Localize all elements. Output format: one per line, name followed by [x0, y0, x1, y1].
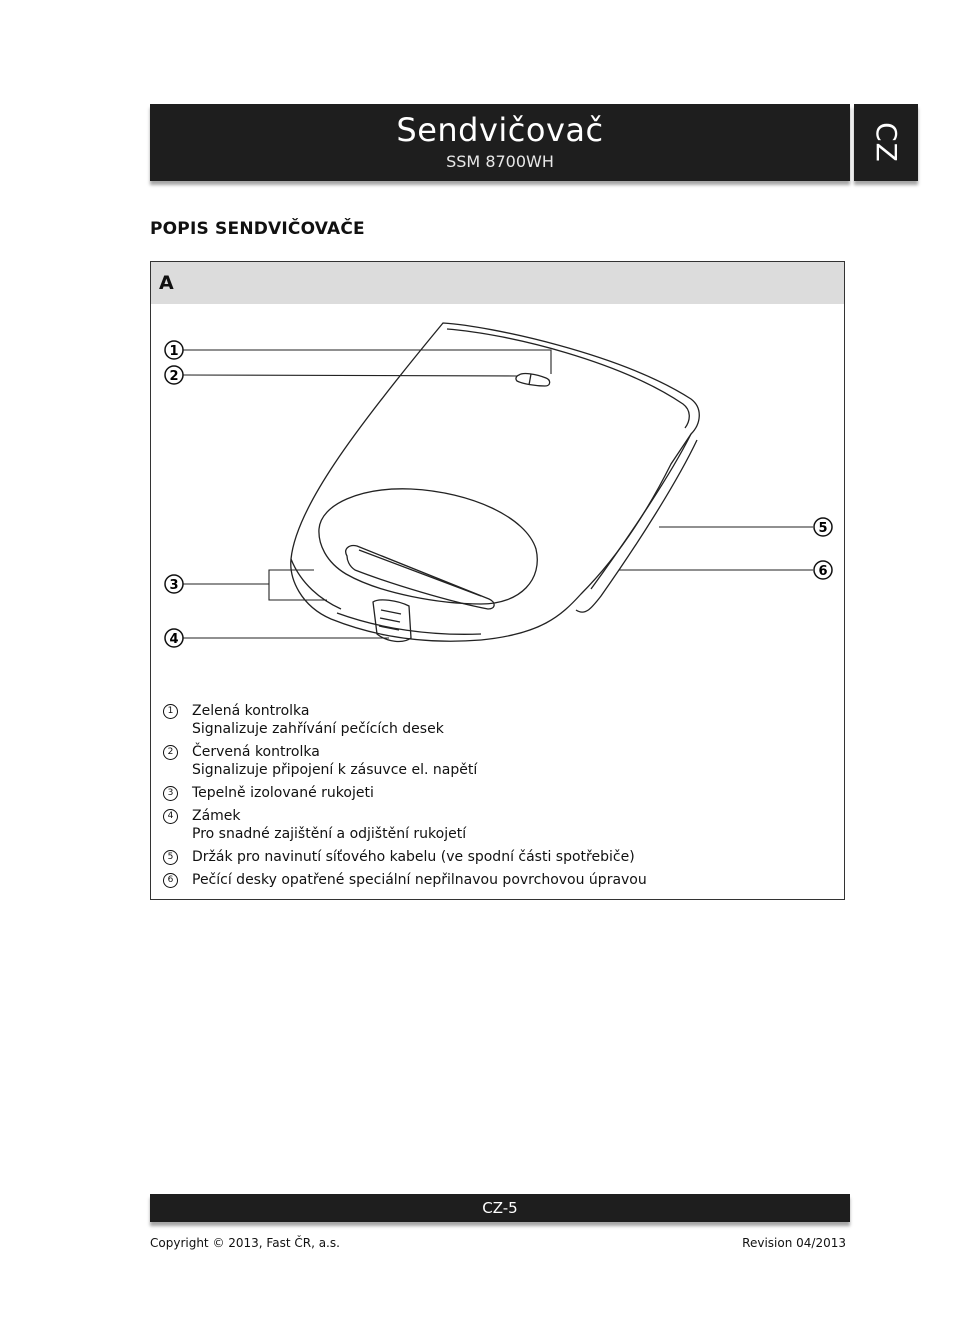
callout-markers — [165, 341, 832, 647]
figure-box — [150, 261, 845, 900]
revision-text: Revision 04/2013 — [742, 1236, 846, 1250]
copyright-text: Copyright © 2013, Fast ČR, a.s. — [150, 1236, 340, 1250]
callout-5-label: 5 — [818, 521, 828, 536]
legend-description: Signalizuje připojení k zásuvce el. napětí — [192, 762, 478, 778]
callout-4-label: 4 — [169, 632, 179, 647]
legend-list — [163, 702, 823, 894]
callout-1-label: 1 — [169, 344, 179, 359]
legend-label: Zelená kontrolka — [192, 703, 310, 719]
language-tab — [854, 104, 918, 181]
callout-1 — [165, 341, 183, 359]
legend-description: Pro snadné zajištění a odjištění rukojetí — [192, 826, 467, 842]
legend-item — [163, 743, 823, 779]
callout-3 — [165, 575, 183, 593]
legend-number: 3 — [163, 786, 178, 801]
callout-2-label: 2 — [169, 369, 179, 384]
callout-5 — [814, 518, 832, 536]
figure-label: A — [151, 262, 844, 304]
callout-4 — [165, 629, 183, 647]
legend-number: 6 — [163, 873, 178, 888]
footer-page-bar — [150, 1194, 850, 1222]
legend-item — [163, 807, 823, 843]
sandwich-maker-illustration — [151, 304, 844, 694]
product-title: Sendvičovač — [396, 111, 604, 149]
legend-label: Tepelně izolované rukojeti — [192, 785, 374, 801]
language-code: CZ — [869, 122, 903, 163]
legend-label: Zámek — [192, 808, 241, 824]
legend-item — [163, 702, 823, 738]
legend-number: 1 — [163, 704, 178, 719]
legend-item — [163, 784, 823, 802]
legend-item — [163, 848, 823, 866]
section-heading: POPIS SENDVIČOVAČE — [150, 219, 365, 239]
legend-label: Červená kontrolka — [192, 744, 320, 760]
appliance-outline — [291, 323, 699, 641]
header-banner — [150, 104, 850, 181]
legend-label: Držák pro navinutí síťového kabelu (ve spodní části spotřebiče) — [192, 849, 635, 865]
legend-description: Signalizuje zahřívání pečících desek — [192, 721, 444, 737]
legend-number: 2 — [163, 745, 178, 760]
product-model: SSM 8700WH — [446, 152, 554, 171]
callout-6-label: 6 — [818, 564, 828, 579]
page-number: CZ-5 — [482, 1199, 518, 1217]
leader-lines — [182, 350, 813, 638]
legend-label: Pečící desky opatřené speciální nepřilnavou povrchovou úpravou — [192, 872, 647, 888]
legend-number: 5 — [163, 850, 178, 865]
legend-item — [163, 871, 823, 889]
callout-2 — [165, 366, 183, 384]
callout-3-label: 3 — [169, 578, 179, 593]
legend-number: 4 — [163, 809, 178, 824]
callout-6 — [814, 561, 832, 579]
